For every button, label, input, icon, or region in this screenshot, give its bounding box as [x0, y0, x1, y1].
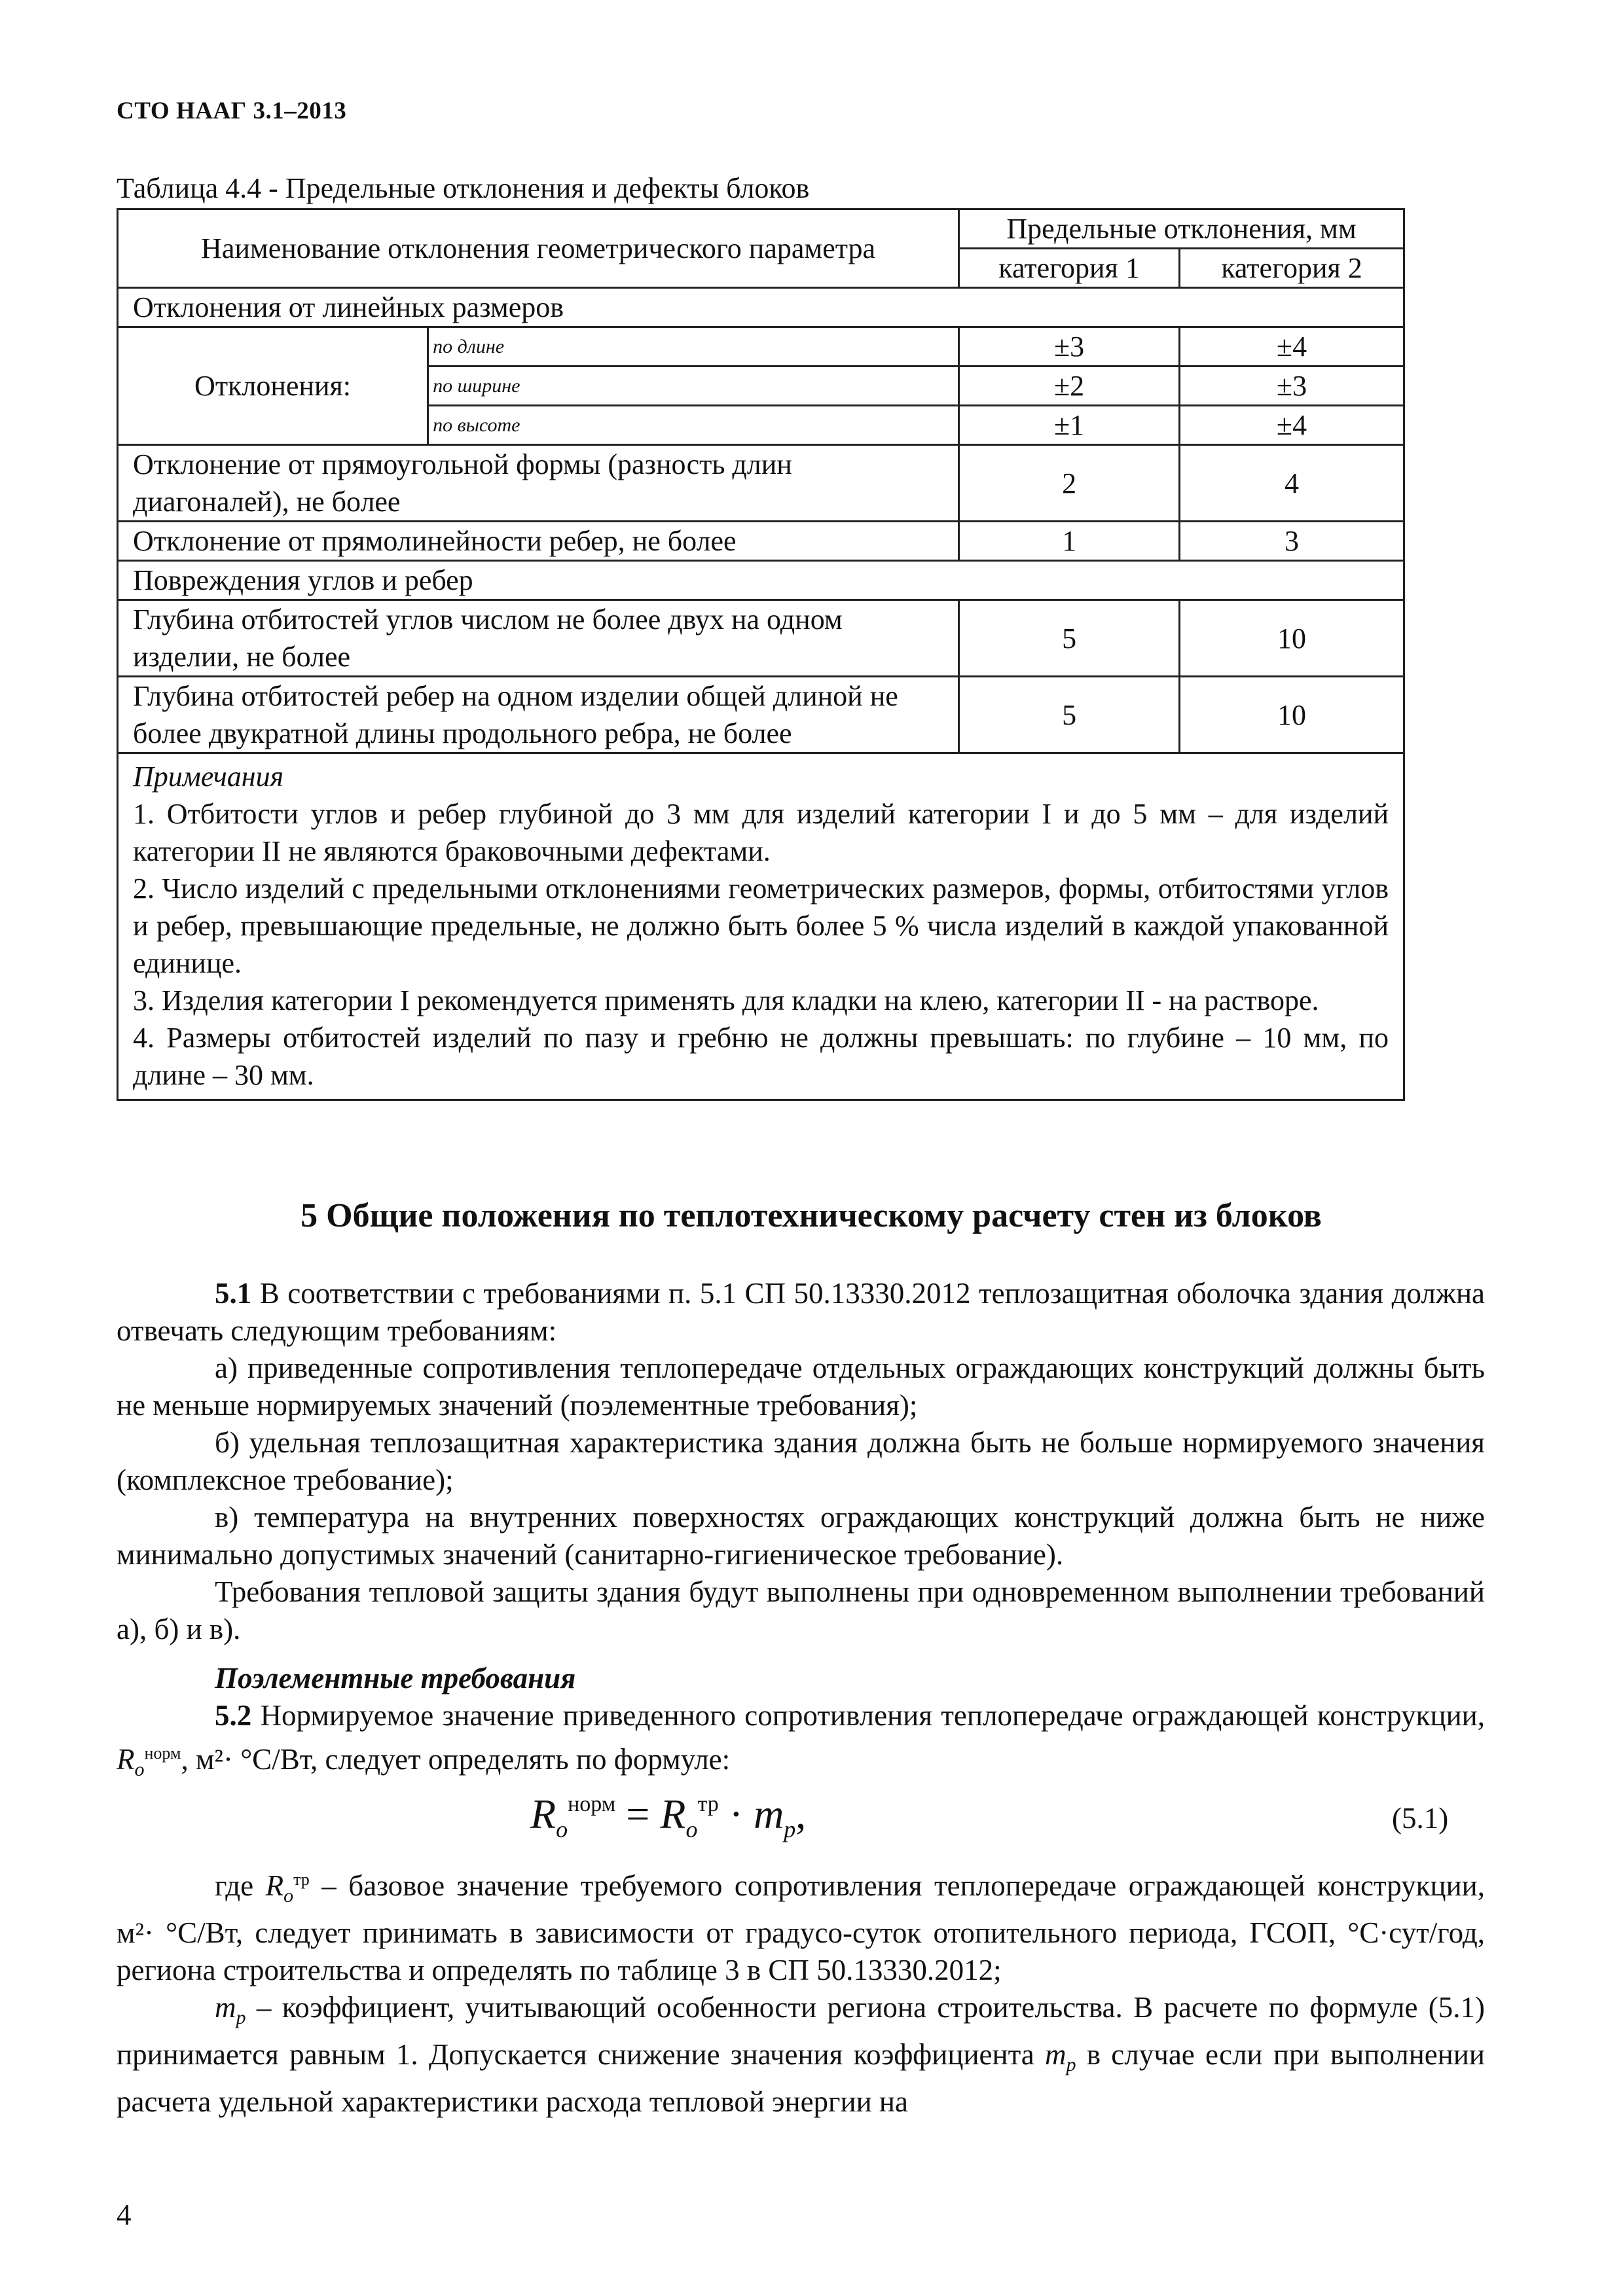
document-header: СТО НААГ 3.1–2013	[117, 98, 347, 124]
cat1-value: 1	[959, 522, 1180, 561]
formula-m: m	[754, 1791, 784, 1837]
table-row	[118, 327, 1404, 367]
table-notes	[118, 753, 1404, 1100]
cat1-value: 5	[959, 677, 1180, 753]
cat2-value: 4	[1180, 445, 1404, 522]
cat1-value: 5	[959, 600, 1180, 677]
symbol-m: m	[215, 1991, 236, 2024]
cat2-value: 10	[1180, 600, 1404, 677]
clause-text: Нормируемое значение приведенного сопротивления теплопередаче ограждающей конструкции,	[260, 1699, 1485, 1732]
symbol-sub-p: p	[236, 2007, 246, 2028]
symbol-sup-norm: норм	[144, 1744, 181, 1763]
section-title: 5 Общие положения по теплотехническому расчету стен из блоков	[301, 1197, 1322, 1234]
formula-equals: =	[615, 1791, 661, 1837]
formula-explanation	[117, 1861, 1485, 2121]
cat2-value: 3	[1180, 522, 1404, 561]
section-body	[117, 1275, 1485, 1788]
requirements-paragraph: Требования тепловой защиты здания будут выполнены при одновременном выполнении требований а), б) и в).	[117, 1575, 1485, 1645]
formula-sub-p: p	[784, 1816, 796, 1842]
paragraph-5-1	[117, 1275, 1485, 1350]
table-row	[118, 522, 1404, 561]
note-item: 2. Число изделий с предельными отклонениями геометрических размеров, формы, отбитостями углов и ребер, превышающие предельные, не должно быть более 5 % числа изделий в каждой упакованной единице.	[133, 872, 1389, 979]
cat1-value: ±1	[959, 406, 1180, 445]
table-notes-row	[118, 753, 1404, 1100]
subheading: Поэлементные требования	[215, 1662, 576, 1695]
formula-comma: ,	[795, 1791, 807, 1837]
formula-sup-tr: тр	[697, 1792, 719, 1816]
row-label: Отклонение от прямолинейности ребер, не более	[118, 522, 959, 561]
note-item: 3. Изделия категории I рекомендуется применять для кладки на клею, категории II - на растворе.	[133, 984, 1319, 1016]
symbol-sub-p: p	[1066, 2054, 1076, 2075]
row-label: по высоте	[428, 406, 959, 445]
row-label: по ширине	[428, 367, 959, 406]
formula-number: (5.1)	[1392, 1802, 1449, 1835]
formula-dot: ·	[718, 1791, 754, 1837]
clause-text: В соответствии с требованиями п. 5.1 СП 50.13330.2012 теплозащитная оболочка здания должна отвечать следующим требованиям:	[117, 1277, 1486, 1347]
header-cat2: категория 2	[1180, 249, 1404, 288]
clause-number: 5.1	[215, 1277, 252, 1310]
clause-text: , м²· °С/Вт, следует определять по формуле:	[181, 1743, 731, 1776]
symbol-r: R	[265, 1869, 284, 1902]
where-word: где	[215, 1869, 254, 1902]
mp-paragraph	[117, 1989, 1485, 2121]
cat1-value: ±3	[959, 327, 1180, 367]
formula-sub-o: o	[556, 1816, 568, 1842]
formula-r: R	[660, 1791, 686, 1837]
symbol-r: R	[117, 1743, 135, 1776]
formula-sub-o: o	[685, 1816, 698, 1842]
note-item: 4. Размеры отбитостей изделий по пазу и гребню не должны превышать: по глубине – 10 мм, по длине – 30 мм.	[133, 1022, 1389, 1091]
row-label: Отклонение от прямоугольной формы (разность длин диагоналей), не более	[118, 445, 959, 522]
list-item-a: а) приведенные сопротивления теплопередаче отдельных ограждающих конструкций должны быть не меньше нормируемых значений (поэлементные требования);	[117, 1352, 1485, 1422]
table-row	[118, 288, 1404, 327]
deviations-label: Отклонения:	[118, 327, 428, 445]
mp-text-cont: в случае если при выполнении расчета удельной характеристики расхода тепловой энергии на	[117, 2038, 1486, 2118]
table-row	[118, 600, 1404, 677]
symbol-sup-tr: тр	[293, 1870, 310, 1889]
table-row	[118, 561, 1404, 600]
row-label: по длине	[428, 327, 959, 367]
row-label: Глубина отбитостей ребер на одном изделии общей длиной не более двукратной длины продольного ребра, не более	[118, 677, 959, 753]
table-header-row	[118, 209, 1404, 249]
table-row	[118, 445, 1404, 522]
where-paragraph	[117, 1861, 1485, 1989]
cat1-value: 2	[959, 445, 1180, 522]
table-caption: Таблица 4.4 - Предельные отклонения и дефекты блоков	[117, 172, 810, 204]
clause-number: 5.2	[215, 1699, 252, 1732]
page-number: 4	[117, 2198, 132, 2231]
cat2-value: ±4	[1180, 406, 1404, 445]
cat2-value: 10	[1180, 677, 1404, 753]
header-param: Наименование отклонения геометрического параметра	[118, 209, 959, 288]
symbol-sub-o: o	[283, 1885, 294, 1907]
table-row	[118, 677, 1404, 753]
paragraph-5-2	[117, 1697, 1485, 1788]
cat2-value: ±3	[1180, 367, 1404, 406]
cat2-value: ±4	[1180, 327, 1404, 367]
notes-title: Примечания	[133, 761, 284, 793]
damage-section-label: Повреждения углов и ребер	[118, 561, 1404, 600]
linear-section-label: Отклонения от линейных размеров	[118, 288, 1404, 327]
note-item: 1. Отбитости углов и ребер глубиной до 3 мм для изделий категории I и до 5 мм – для изделий категории II не являются браковочными дефектами.	[133, 798, 1389, 867]
symbol-m: m	[1045, 2038, 1067, 2071]
where-text: – базовое значение требуемого сопротивления теплопередаче ограждающей конструкции, м²· °С/Вт, следует принимать в зависимости от градусо-суток отопительного периода, ГСОП, °С·сут/год, региона строительства и определять по таблице 3 в СП 50.13330.2012;	[117, 1869, 1486, 1986]
formula-r: R	[530, 1791, 556, 1837]
list-item-c: в) температура на внутренних поверхностях ограждающих конструкций должна быть не ниже минимально допустимых значений (санитарно-гигиеническое требование).	[117, 1501, 1485, 1571]
header-limit: Предельные отклонения, мм	[959, 209, 1404, 249]
formula-5-1	[530, 1790, 806, 1843]
header-cat1: категория 1	[959, 249, 1180, 288]
mp-text: – коэффициент, учитывающий особенности региона строительства. В расчете по формуле (5.1) принимается равным 1. Допускается снижение значения коэффициента	[117, 1991, 1486, 2071]
row-label: Глубина отбитостей углов числом не более двух на одном изделии, не более	[118, 600, 959, 677]
formula-sup-norm: норм	[568, 1792, 616, 1816]
list-item-b: б) удельная теплозащитная характеристика здания должна быть не больше нормируемого значения (комплексное требование);	[117, 1426, 1485, 1496]
cat1-value: ±2	[959, 367, 1180, 406]
deviations-table	[117, 208, 1405, 1101]
symbol-sub-o: o	[134, 1759, 145, 1780]
